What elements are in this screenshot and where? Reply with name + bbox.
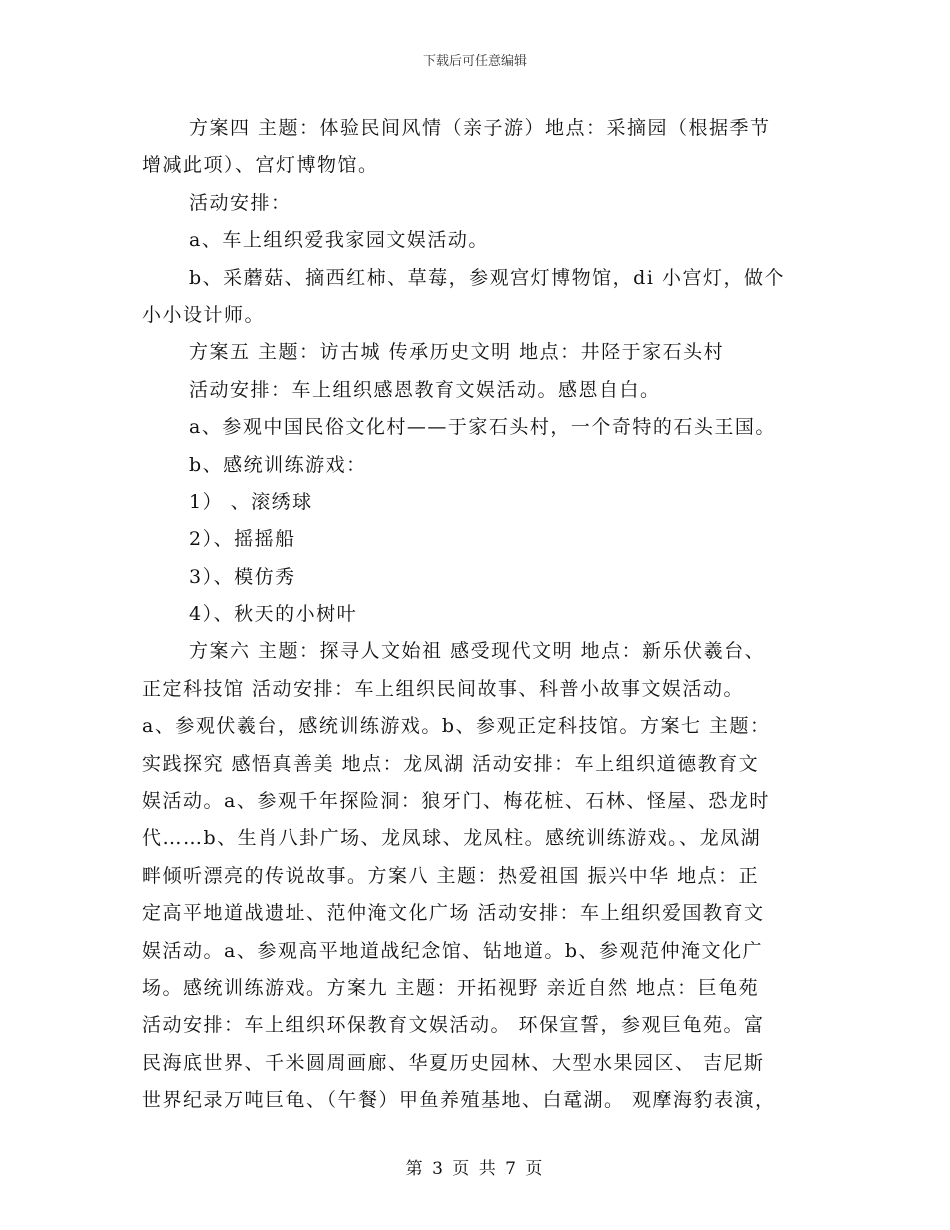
page-number: 第 3 页 共 7 页 bbox=[405, 1159, 545, 1179]
text-line: 世界纪录万吨巨龟、（午餐）甲鱼养殖基地、白鼋湖。 观摩海豹表演， bbox=[142, 1089, 776, 1112]
text-line: 方案五 主题：访古城 传承历史文明 地点：井陉于家石头村 bbox=[189, 341, 725, 364]
text-line: 增减此项）、宫灯博物馆。 bbox=[142, 154, 379, 177]
text-line: 活动安排：车上组织环保教育文娱活动。 环保宣誓，参观巨龟苑。富 bbox=[142, 1014, 765, 1037]
text-line: 实践探究 感悟真善美 地点：龙凤湖 活动安排：车上组织道德教育文 bbox=[142, 752, 760, 775]
text-line: 定高平地道战遗址、范仲淹文化广场 活动安排：车上组织爱国教育文 bbox=[142, 902, 765, 925]
text-line: 场。感统训练游戏。方案九 主题：开拓视野 亲近自然 地点：巨龟苑 bbox=[142, 976, 760, 999]
text-line: 方案六 主题：探寻人文始祖 感受现代文明 地点：新乐伏羲台、 bbox=[189, 640, 766, 663]
text-line: 1） 、滚绣球 bbox=[189, 490, 313, 513]
text-line: b、采蘑菇、摘西红柿、草莓，参观宫灯博物馆，di 小宫灯，做个 bbox=[189, 266, 785, 289]
text-line: 民海底世界、千米圆周画廊、华夏历史园林、大型水果园区、 吉尼斯 bbox=[142, 1051, 765, 1074]
text-line: b、感统训练游戏： bbox=[189, 453, 367, 476]
text-line: 3）、模仿秀 bbox=[189, 565, 296, 588]
text-line: 正定科技馆 活动安排：车上组织民间故事、科普小故事文娱活动。 bbox=[142, 677, 745, 700]
text-line: 2）、摇摇船 bbox=[189, 528, 296, 551]
text-line: a、参观伏羲台，感统训练游戏。b、参观正定科技馆。方案七 主题： bbox=[142, 715, 771, 738]
text-line: 娱活动。a、参观千年探险洞：狼牙门、梅花桩、石林、怪屋、恐龙时 bbox=[142, 790, 770, 813]
text-line: 代……b、生肖八卦广场、龙凤球、龙凤柱。感统训练游戏。、龙凤湖 bbox=[142, 827, 762, 850]
text-line: 4）、秋天的小树叶 bbox=[189, 603, 358, 626]
text-line: 娱活动。a、参观高平地道战纪念馆、钻地道。b、参观范仲淹文化广 bbox=[142, 939, 763, 962]
text-line: a、车上组织爱我家园文娱活动。 bbox=[189, 229, 489, 252]
text-line: a、参观中国民俗文化村——于家石头村，一个奇特的石头王国。 bbox=[189, 416, 776, 439]
text-line: 畔倾听漂亮的传说故事。方案八 主题：热爱祖国 振兴中华 地点：正 bbox=[142, 864, 760, 887]
text-line: 活动安排： bbox=[189, 191, 292, 214]
document-body bbox=[142, 110, 810, 1120]
page-header: 下载后可任意编辑 bbox=[422, 54, 527, 69]
text-line: 小小设计师。 bbox=[142, 303, 266, 326]
text-line: 活动安排：车上组织感恩教育文娱活动。感恩自白。 bbox=[189, 378, 661, 401]
text-line: 方案四 主题：体验民间风情（亲子游）地点：采摘园（根据季节 bbox=[189, 117, 771, 139]
